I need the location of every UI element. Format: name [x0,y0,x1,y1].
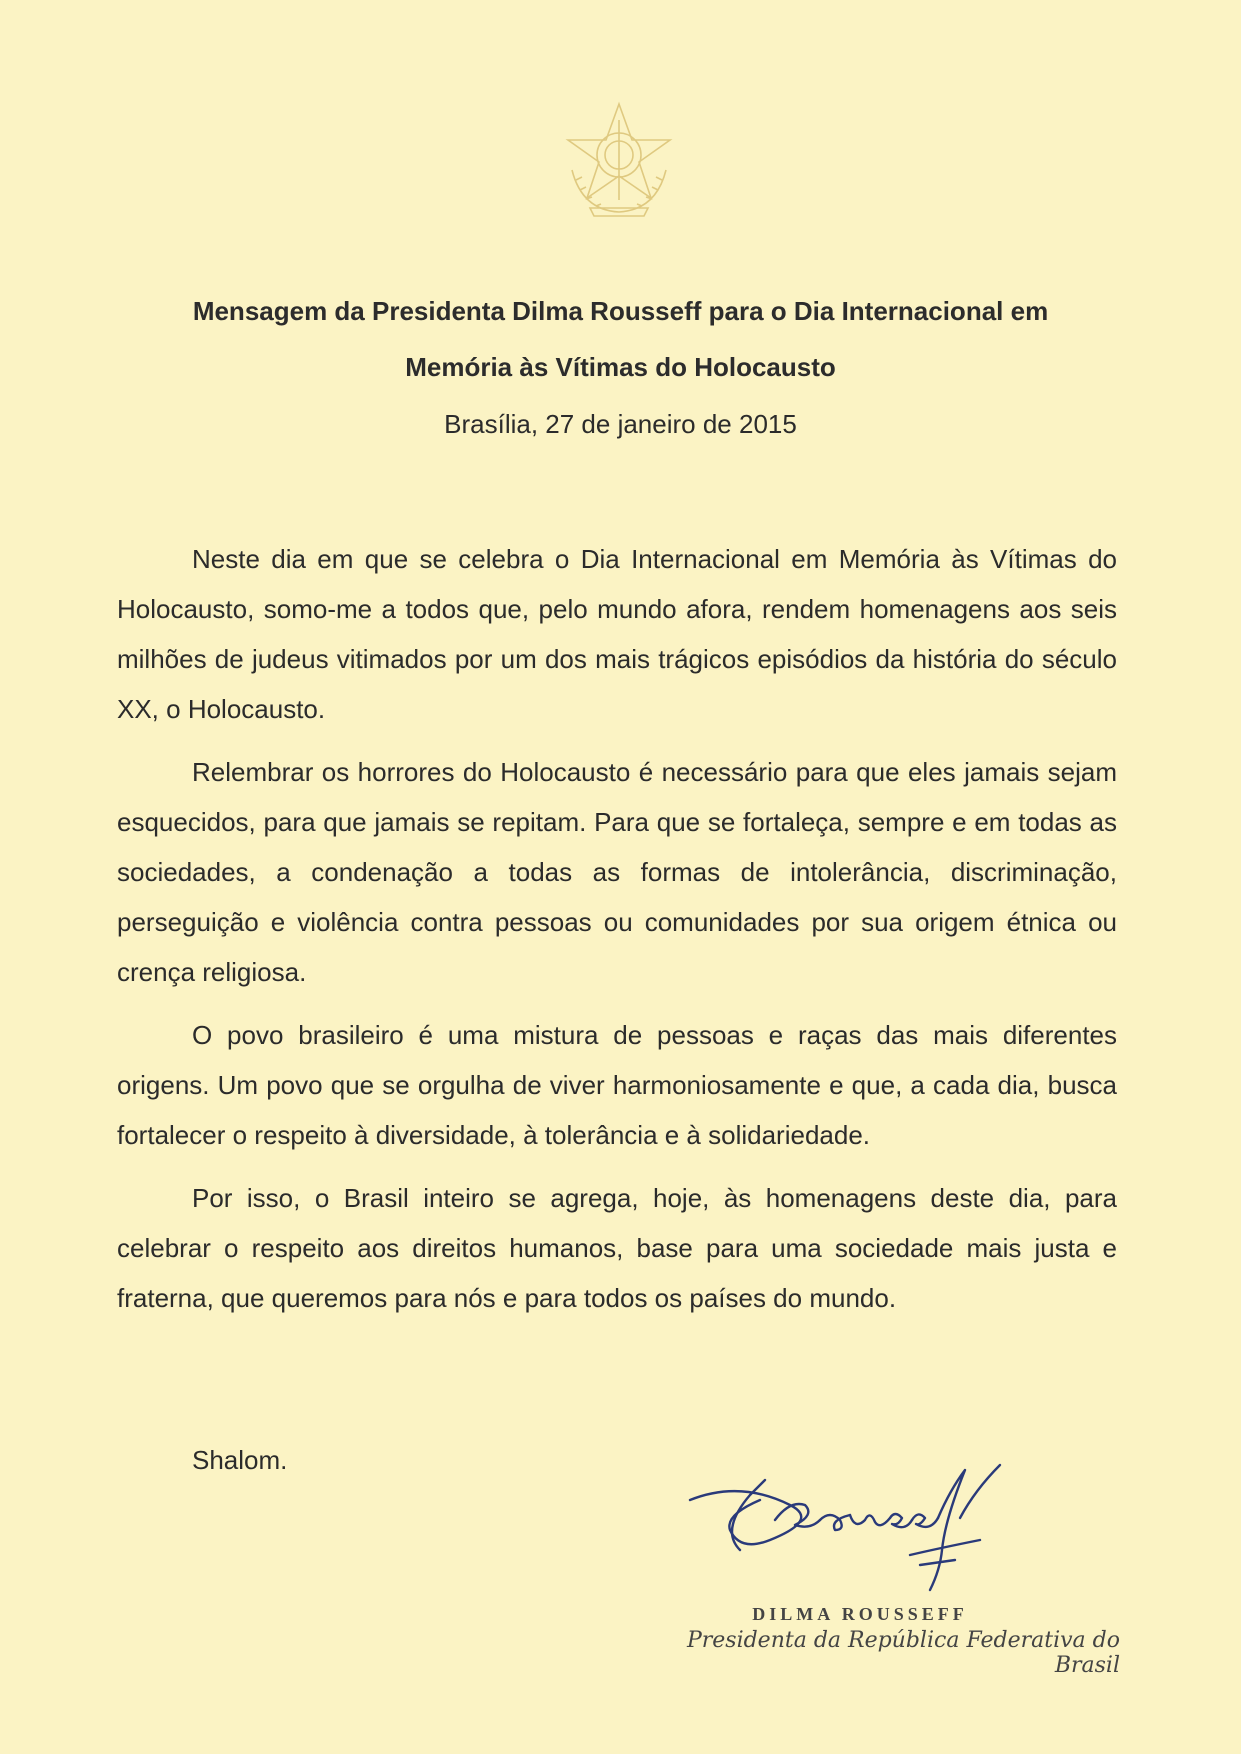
title-line-2: Memória às Vítimas do Holocausto [405,352,836,382]
closing-salutation: Shalom. [192,1445,288,1475]
signer-name: DILMA ROUSSEFF [752,1604,968,1624]
paragraph-4: Por isso, o Brasil inteiro se agrega, hoje, às homenagens deste dia, para celebrar o respeito aos direitos humanos, base para uma sociedade mais justa e fraterna, que queremos para nós e para todos os países do mundo. [117,1183,1117,1313]
handwritten-signature [680,1460,1080,1600]
message-body [117,534,1117,1336]
paragraph-2: Relembrar os horrores do Holocausto é necessário para que eles jamais sejam esquecidos, para que jamais se repitam. Para que se fortaleça, sempre e em todas as sociedades, a condenação a todas as formas de intolerância, discriminação, perseguição e violência contra pessoas ou comunidades por sua origem étnica ou crença religiosa. [117,757,1117,987]
dateline: Brasília, 27 de janeiro de 2015 [444,409,797,439]
paragraph-3: O povo brasileiro é uma mistura de pessoas e raças das mais diferentes origens. Um povo que se orgulha de viver harmoniosamente e que, a cada dia, busca fortalecer o respeito à diversidade, à tolerância e à solidariedade. [117,1020,1117,1150]
signer-title: Presidenta da República Federativa do Brasil [686,1628,1120,1678]
message-title [100,283,1141,395]
paragraph-1: Neste dia em que se celebra o Dia Internacional em Memória às Vítimas do Holocausto, somo-me a todos que, pelo mundo afora, rendem homenagens aos seis milhões de judeus vitimados por um dos mais trágicos episódios da história do século XX, o Holocausto. [117,544,1117,724]
title-line-1: Mensagem da Presidenta Dilma Rousseff para o Dia Internacional em [192,296,1049,326]
coat-of-arms-icon [562,100,677,220]
